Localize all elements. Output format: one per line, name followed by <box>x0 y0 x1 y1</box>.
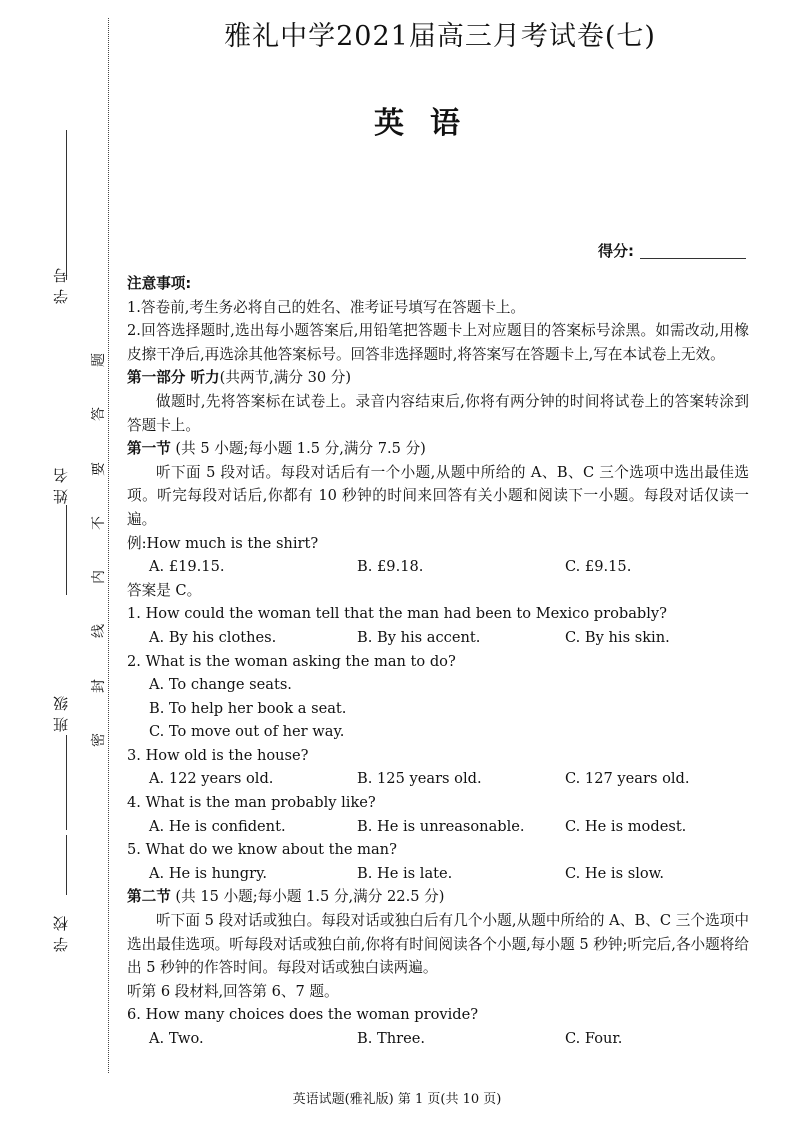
school-label: 学校 <box>52 910 70 952</box>
seal-notice <box>88 350 108 750</box>
student-id-label: 学号 <box>52 262 70 304</box>
question-options <box>127 673 749 744</box>
question-options <box>127 626 749 650</box>
option: B. Three. <box>357 1030 426 1047</box>
notes-heading: 注意事项: <box>127 275 192 292</box>
option: C. £9.15. <box>565 558 632 576</box>
page-footer: 英语试题(雅礼版) 第 1 页(共 10 页) <box>292 1092 502 1107</box>
seal-char: 答 <box>91 407 107 422</box>
seal-char: 内 <box>91 570 107 585</box>
exam-content <box>127 272 749 1051</box>
part1-intro: 做题时,先将答案标在试卷上。录音内容结束后,你将有两分钟的时间将试卷上的答案转涂到答题卡上。 <box>127 392 749 434</box>
example-options <box>127 555 749 579</box>
section2-intro: 听下面 5 段对话或独白。每段对话或独白后有几个小题,从题中所给的 A、B、C 三个选项中选出最佳选项。听每段对话或独白前,你将有时间阅读各个小题,每小题 5 秒钟;听完后,各小题将给出 5 秒钟的作答时间。每段对话或独白读两遍。 <box>127 912 749 977</box>
option: A. He is hungry. <box>149 864 268 882</box>
score-blank <box>640 258 746 259</box>
question: 5. What do we know about the man? <box>127 841 397 859</box>
section1-intro: 听下面 5 段对话。每段对话后有一个小题,从题中所给的 A、B、C 三个选项中选出最佳选项。听完每段对话后,你都有 10 秒钟的时间来回答有关小题和阅读下一小题。每段对话仅读一遍。 <box>127 463 749 528</box>
option: A. By his clothes. <box>149 628 277 646</box>
section1-heading <box>127 437 749 461</box>
section2-heading <box>127 885 749 909</box>
option: C. He is slow. <box>565 864 665 882</box>
seal-char: 封 <box>91 678 107 693</box>
seal-char: 线 <box>91 624 107 639</box>
seal-char: 题 <box>91 353 107 367</box>
example-question: 例:How much is the shirt? <box>127 534 319 552</box>
name-line <box>66 505 67 595</box>
seal-char: 要 <box>91 461 107 476</box>
option: A. £19.15. <box>149 558 225 576</box>
option: C. Four. <box>565 1030 623 1047</box>
class-label: 班级 <box>52 690 70 732</box>
option: B. He is late. <box>357 864 453 882</box>
option: A. 122 years old. <box>149 770 274 788</box>
section1-title: 第一节 <box>127 440 171 458</box>
binding-margin <box>0 0 110 1122</box>
school-line <box>66 835 67 895</box>
option: B. He is unreasonable. <box>357 817 525 835</box>
seal-char: 不 <box>91 515 107 530</box>
question: 2. What is the woman asking the man to do? <box>127 652 456 670</box>
seal-char: 密 <box>91 732 107 747</box>
option: B. 125 years old. <box>357 770 482 788</box>
option: B. To help her book a seat. <box>149 699 347 717</box>
section2-title-detail: (共 15 小题;每小题 1.5 分,满分 22.5 分) <box>170 888 445 906</box>
option: A. He is confident. <box>149 817 286 835</box>
score-label: 得分: <box>598 242 634 260</box>
option: B. £9.18. <box>357 558 424 576</box>
notes-item: 1.答卷前,考生务必将自己的姓名、准考证号填写在答题卡上。 <box>127 298 526 316</box>
class-line <box>66 735 67 830</box>
question: 3. How old is the house? <box>127 746 309 764</box>
question-options <box>127 767 749 791</box>
option: A. To change seats. <box>149 676 292 694</box>
material-instruction: 听第 6 段材料,回答第 6、7 题。 <box>127 982 339 1000</box>
part1-heading <box>127 366 749 390</box>
section1-title-detail: (共 5 小题;每小题 1.5 分,满分 7.5 分) <box>170 440 426 458</box>
question: 4. What is the man probably like? <box>127 794 376 812</box>
option: C. To move out of her way. <box>149 723 345 741</box>
option: B. By his accent. <box>357 628 481 646</box>
option: A. Two. <box>149 1030 204 1047</box>
student-id-line <box>66 130 67 280</box>
part1-title: 第一部分 听力 <box>127 369 220 387</box>
notes-item: 2.回答选择题时,选出每小题答案后,用铅笔把答题卡上对应题目的答案标号涂黑。如需改动,用橡皮擦干净后,再选涂其他答案标号。回答非选择题时,将答案写在答题卡上,写在本试卷上无效。 <box>127 322 749 363</box>
question-options <box>127 815 749 839</box>
section2-title: 第二节 <box>127 888 171 906</box>
question: 6. How many choices does the woman provide? <box>127 1006 479 1024</box>
example-answer: 答案是 C。 <box>127 581 202 599</box>
question-options <box>127 862 749 886</box>
subject-title: 英语 <box>374 106 486 141</box>
part1-title-detail: (共两节,满分 30 分) <box>219 369 352 387</box>
option: C. 127 years old. <box>565 770 690 788</box>
exam-title: 雅礼中学2021届高三月考试卷(七) <box>224 21 656 52</box>
question-options <box>127 1027 749 1051</box>
name-label: 姓名 <box>52 462 70 504</box>
option: C. By his skin. <box>565 628 670 646</box>
binding-dotted-line <box>108 18 109 1073</box>
option: C. He is modest. <box>565 817 687 835</box>
question: 1. How could the woman tell that the man had been to Mexico probably? <box>127 605 667 623</box>
